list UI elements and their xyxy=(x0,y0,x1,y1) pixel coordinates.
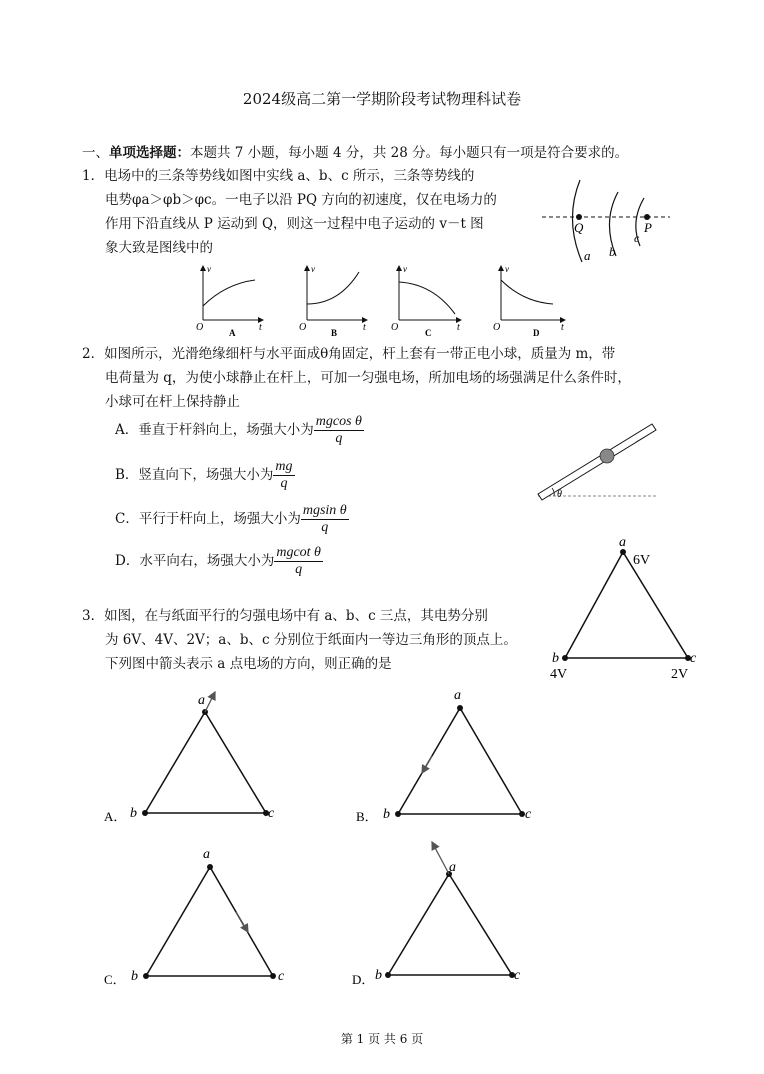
q2-line2: 电荷量为 q，为使小球静止在杆上，可加一匀强电场，所加电场的场强满足什么条件时， xyxy=(105,370,631,386)
section-prefix: 一、 xyxy=(82,145,109,161)
q3-choice-c xyxy=(100,842,300,992)
label-a: a xyxy=(619,535,626,550)
label-b: b xyxy=(552,651,559,666)
graph-b-label: B xyxy=(331,328,338,338)
q2-option-b-den: q xyxy=(280,476,288,491)
label-b: b xyxy=(609,244,616,259)
q2-option-d-num: mgcot θ xyxy=(276,545,321,560)
vt-graphs xyxy=(193,262,573,340)
q3-line3: 下列图中箭头表示 a 点电场的方向，则正确的是 xyxy=(105,656,392,672)
q3-triangle-figure xyxy=(546,536,706,686)
q2-option-b xyxy=(115,459,295,492)
field-arrow-a xyxy=(205,692,215,712)
q2-option-a-num: mgcos θ xyxy=(315,414,362,429)
q2-option-b-fraction xyxy=(273,459,294,492)
vertex-b xyxy=(562,655,568,661)
q1-line4: 象大致是图线中的 xyxy=(105,240,213,256)
graph-c-label: C xyxy=(425,328,432,338)
label-p: P xyxy=(644,220,652,235)
q2-option-c-num: mgsin θ xyxy=(302,503,347,518)
field-arrow-b xyxy=(422,756,432,773)
q2-option-b-text: B．竖直向下，场强大小为 xyxy=(115,467,274,483)
graph-d-t: t xyxy=(561,322,564,333)
q2-option-c-fraction xyxy=(301,503,349,536)
graph-a-o: O xyxy=(196,322,204,333)
q2-line1: 2．如图所示，光滑绝缘细杆与水平面成θ角固定，杆上套有一带正电小球，质量为 m，带 xyxy=(82,346,616,362)
graph-d-curve xyxy=(501,280,553,304)
label-a: a xyxy=(584,248,591,263)
graph-a-label: A xyxy=(229,328,236,338)
q2-option-d-den: q xyxy=(295,562,303,577)
choice-c-label-c: c xyxy=(278,969,285,984)
graph-b-o: O xyxy=(299,322,307,333)
choice-a-label-c: c xyxy=(268,806,275,821)
choice-d-label-c: c xyxy=(514,968,521,983)
graph-c-v: v xyxy=(403,264,407,274)
q2-option-d-text: D．水平向右，场强大小为 xyxy=(115,553,275,569)
choice-d-letter: D． xyxy=(352,972,375,987)
choice-c-label-a: a xyxy=(203,847,210,862)
graph-a-t: t xyxy=(259,322,262,333)
choice-b-label-a: a xyxy=(454,688,461,703)
field-arrow-d xyxy=(432,842,449,874)
choice-b-letter: B． xyxy=(356,809,378,824)
q3-choice-b xyxy=(352,684,542,829)
graph-d-v: v xyxy=(505,264,509,274)
graph-c-t: t xyxy=(457,322,460,333)
q2-option-a-text: A．垂直于杆斜向上，场强大小为 xyxy=(115,422,314,438)
charged-ball xyxy=(600,449,614,463)
graph-a xyxy=(196,264,263,338)
insulating-rod xyxy=(538,424,656,500)
theta-label: θ xyxy=(557,489,562,500)
choice-b-label-b: b xyxy=(383,807,390,822)
q2-option-d-fraction xyxy=(274,545,323,578)
rod-figure xyxy=(530,420,660,505)
choice-a-letter: A． xyxy=(104,809,127,824)
choice-a-label-b: b xyxy=(130,806,137,821)
graph-c xyxy=(391,264,461,338)
section-rest: 本题共 7 小题，每小题 4 分，共 28 分。每小题只有一项是符合要求的。 xyxy=(190,145,629,161)
choice-a-label-a: a xyxy=(198,693,205,708)
q1-line2: 电势φa＞φb＞φc。一电子以沿 PQ 方向的初速度，仅在电场力的 xyxy=(105,192,497,208)
q3-line1: 3．如图，在与纸面平行的匀强电场中有 a、b、c 三点，其电势分别 xyxy=(82,608,488,624)
graph-d-o: O xyxy=(493,322,501,333)
page-footer: 第 1 页 共 6 页 xyxy=(340,1032,424,1046)
q2-option-c-text: C．平行于杆向上，场强大小为 xyxy=(115,511,301,527)
q2-option-b-num: mg xyxy=(275,459,293,474)
graph-d xyxy=(493,264,565,338)
q2-option-a-den: q xyxy=(335,431,343,446)
graph-c-o: O xyxy=(391,322,399,333)
page-title: 2024级高二第一学期阶段考试物理科试卷 xyxy=(242,90,522,108)
q2-option-a xyxy=(115,414,364,447)
q3-line2: 为 6V、4V、2V；a、b、c 分别位于纸面内一等边三角形的顶点上。 xyxy=(105,632,517,648)
section-heading xyxy=(82,141,628,165)
q3-choice-d xyxy=(348,838,548,993)
q1-line1: 1．电场中的三条等势线如图中实线 a、b、c 所示，三条等势线的 xyxy=(82,168,475,184)
q1-line3: 作用下沿直线从 P 运动到 Q，则这一过程中电子运动的 v－t 图 xyxy=(105,216,484,232)
label-6v: 6V xyxy=(633,553,651,568)
graph-b-v: v xyxy=(311,264,315,274)
q2-option-c-den: q xyxy=(321,520,329,535)
graph-b xyxy=(299,264,367,338)
section-bold: 单项选择题： xyxy=(109,145,190,161)
label-2v: 2V xyxy=(671,667,689,682)
graph-d-label: D xyxy=(533,328,540,338)
choice-d-label-b: b xyxy=(375,968,382,983)
choice-c-letter: C． xyxy=(104,972,126,987)
graph-b-curve xyxy=(307,272,359,304)
label-c: c xyxy=(690,651,697,666)
q2-option-c xyxy=(115,503,349,536)
field-arrow-c xyxy=(236,912,248,932)
label-c: c xyxy=(634,231,640,245)
label-4v: 4V xyxy=(550,667,568,682)
graph-a-v: v xyxy=(207,264,211,274)
q3-choice-a xyxy=(100,684,290,829)
choice-c-label-b: b xyxy=(131,969,138,984)
equipotential-figure xyxy=(536,176,676,268)
choice-d-label-a: a xyxy=(449,860,456,875)
q2-line3: 小球可在杆上保持静止 xyxy=(105,394,240,410)
choice-b-label-c: c xyxy=(525,807,532,822)
graph-a-curve xyxy=(203,280,255,306)
graph-c-curve xyxy=(399,282,455,314)
label-q: Q xyxy=(574,220,584,235)
q2-option-a-fraction xyxy=(314,414,364,447)
graph-b-t: t xyxy=(363,322,366,333)
q2-option-d xyxy=(115,545,323,578)
